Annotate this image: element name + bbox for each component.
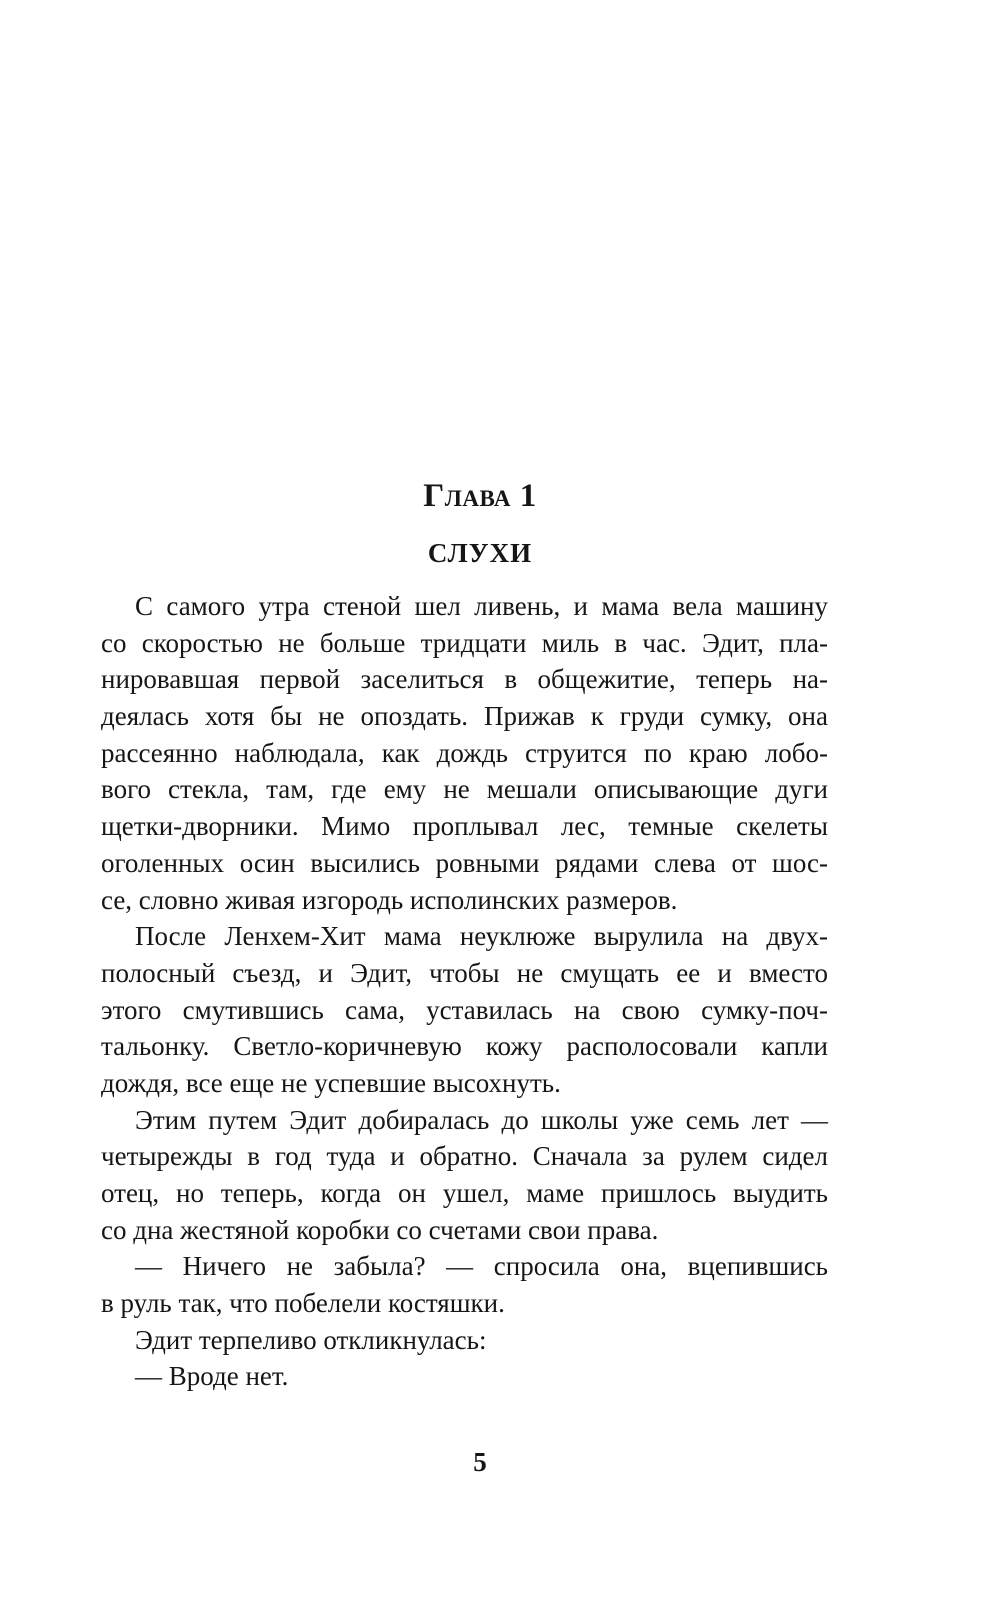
text-line: полосный съезд, и Эдит, чтобы не смущать ее и вместо — [101, 957, 828, 988]
text-line: С самого утра стеной шел ливень, и мама вела машину — [135, 591, 828, 621]
text-line: рассеянно наблюдала, как дождь струится по краю лобо- — [101, 737, 828, 768]
text-line: тальонку. Светло-коричневую кожу располосовали капли — [101, 1031, 828, 1062]
chapter-number: Глава 1 — [423, 478, 537, 514]
text-line: деялась хотя бы не опоздать. Прижав к груди сумку, она — [101, 701, 828, 732]
body-text — [101, 588, 828, 1395]
text-line: отец, но теперь, когда он ушел, маме пришлось выудить — [101, 1178, 828, 1208]
text-line: нировавшая первой заселиться в общежитие, теперь на- — [101, 664, 828, 695]
text-line: Этим путем Эдит добиралась до школы уже семь лет — — [135, 1104, 828, 1135]
text-line: этого смутившись сама, уставилась на свою сумку-поч- — [101, 994, 828, 1025]
text-line: — Вроде нет. — [135, 1361, 289, 1392]
text-line: Эдит терпеливо откликнулась: — [135, 1324, 487, 1355]
text-line: со скоростью не больше тридцати миль в час. Эдит, пла- — [101, 627, 828, 658]
text-line: дождя, все еще не успевшие высохнуть. — [101, 1067, 561, 1098]
text-line: се, словно живая изгородь исполинских размеров. — [101, 884, 678, 915]
chapter-title: СЛУХИ — [427, 538, 533, 568]
text-line: четырежды в год туда и обратно. Сначала за рулем сидел — [101, 1141, 828, 1172]
text-line: со дна жестяной коробки со счетами свои права. — [101, 1214, 659, 1245]
page-number: 5 — [473, 1447, 487, 1477]
text-line: оголенных осин высились ровными рядами слева от шос- — [101, 847, 828, 878]
text-line: вого стекла, там, где ему не мешали описывающие дуги — [101, 774, 828, 805]
text-line: в руль так, что побелели костяшки. — [101, 1288, 505, 1319]
text-line: щетки-дворники. Мимо проплывал лес, темные скелеты — [101, 811, 828, 842]
text-line: После Ленхем-Хит мама неуклюже вырулила на двух- — [135, 921, 828, 952]
text-line: — Ничего не забыла? — спросила она, вцепившись — [135, 1251, 828, 1282]
